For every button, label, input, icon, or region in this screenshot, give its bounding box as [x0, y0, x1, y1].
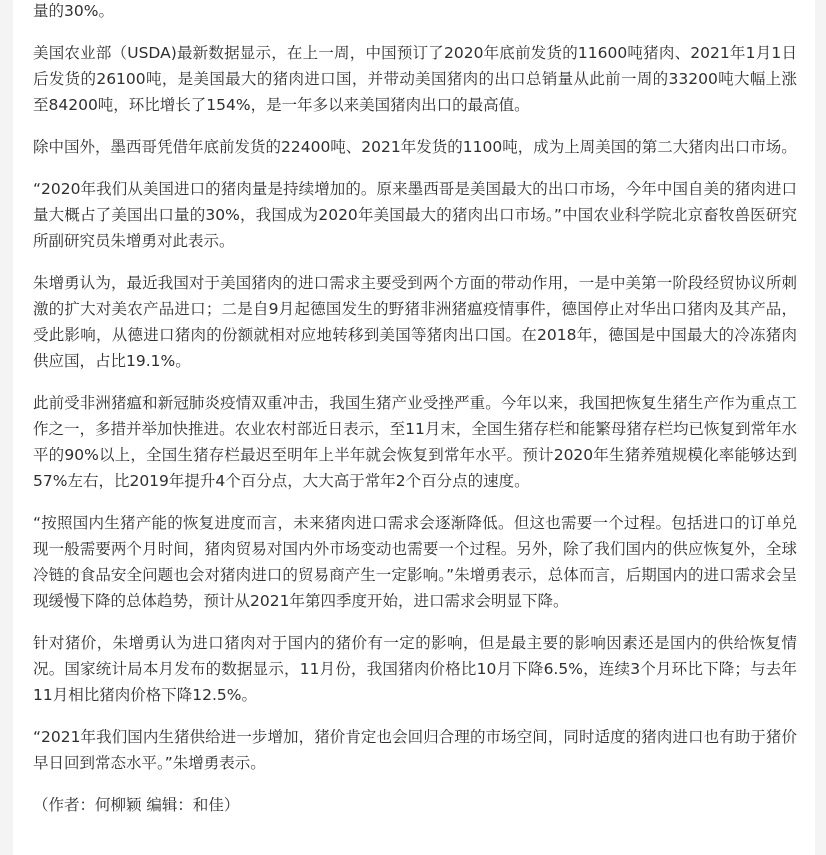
article-paragraph: 美国农业部（USDA)最新数据显示，在上一周，中国预订了2020年底前发货的11600吨猪肉、2021年1月1日后发货的26100吨，是美国最大的猪肉进口国，并带动美国猪肉的出口总销量从此前一周的33200吨大幅上涨至84200吨，环比增长了154%，是一年多以来美国猪肉出口的最高值。	[33, 44, 797, 114]
article-paragraph: “按照国内生猪产能的恢复进度而言，未来猪肉进口需求会逐渐降低。但这也需要一个过程。包括进口的订单兑现一般需要两个月时间，猪肉贸易对国内外市场变动也需要一个过程。另外，除了我们国内的供应恢复外，全球冷链的食品安全问题也会对猪肉进口的贸易商产生一定影响。”朱增勇表示，总体而言，后期国内的进口需求会呈现缓慢下降的总体趋势，预计从2021年第四季度开始，进口需求会明显下降。	[33, 514, 797, 610]
article-paragraph: 除中国外，墨西哥凭借年底前发货的22400吨、2021年发货的1100吨，成为上周美国的第二大猪肉出口市场。	[33, 138, 797, 156]
article-paragraph: “2020年我们从美国进口的猪肉量是持续增加的。原来墨西哥是美国最大的出口市场，今年中国自美的猪肉进口量大概占了美国出口量的30%，我国成为2020年美国最大的猪肉出口市场。”中国农业科学院北京畜牧兽医研究所副研究员朱增勇对此表示。	[33, 180, 797, 250]
article-paragraph: 针对猪价，朱增勇认为进口猪肉对于国内的猪价有一定的影响，但是最主要的影响因素还是国内的供给恢复情况。国家统计局本月发布的数据显示，11月份，我国猪肉价格比10月下降6.5%，连续3个月环比下降；与去年11月相比猪肉价格下降12.5%。	[33, 634, 797, 704]
article-paragraph: “2021年我们国内生猪供给进一步增加，猪价肯定也会回归合理的市场空间，同时适度的猪肉进口也有助于猪价早日回到常态水平。”朱增勇表示。	[33, 728, 797, 772]
article-byline: （作者：何柳颖 编辑：和佳）	[33, 796, 240, 814]
article-paragraph: 此前受非洲猪瘟和新冠肺炎疫情双重冲击，我国生猪产业受挫严重。今年以来，我国把恢复生猪生产作为重点工作之一，多措并举加快推进。农业农村部近日表示，至11月末，全国生猪存栏和能繁母猪存栏均已恢复到常年水平的90%以上，全国生猪存栏最迟至明年上半年就会恢复到常年水平。预计2020年生猪养殖规模化率能够达到57%左右，比2019年提升4个百分点，大大高于常年2个百分点的速度。	[33, 394, 797, 490]
article-paragraph: 朱增勇认为，最近我国对于美国猪肉的进口需求主要受到两个方面的带动作用，一是中美第一阶段经贸协议所刺激的扩大对美农产品进口；二是自9月起德国发生的野猪非洲猪瘟疫情事件，德国停止对华出口猪肉及其产品，受此影响，从德进口猪肉的份额就相对应地转移到美国等猪肉出口国。在2018年，德国是中国最大的冷冻猪肉供应国，占比19.1%。	[33, 274, 797, 370]
article-paragraph: 量的30%。	[33, 2, 114, 20]
article-body	[13, 0, 815, 855]
